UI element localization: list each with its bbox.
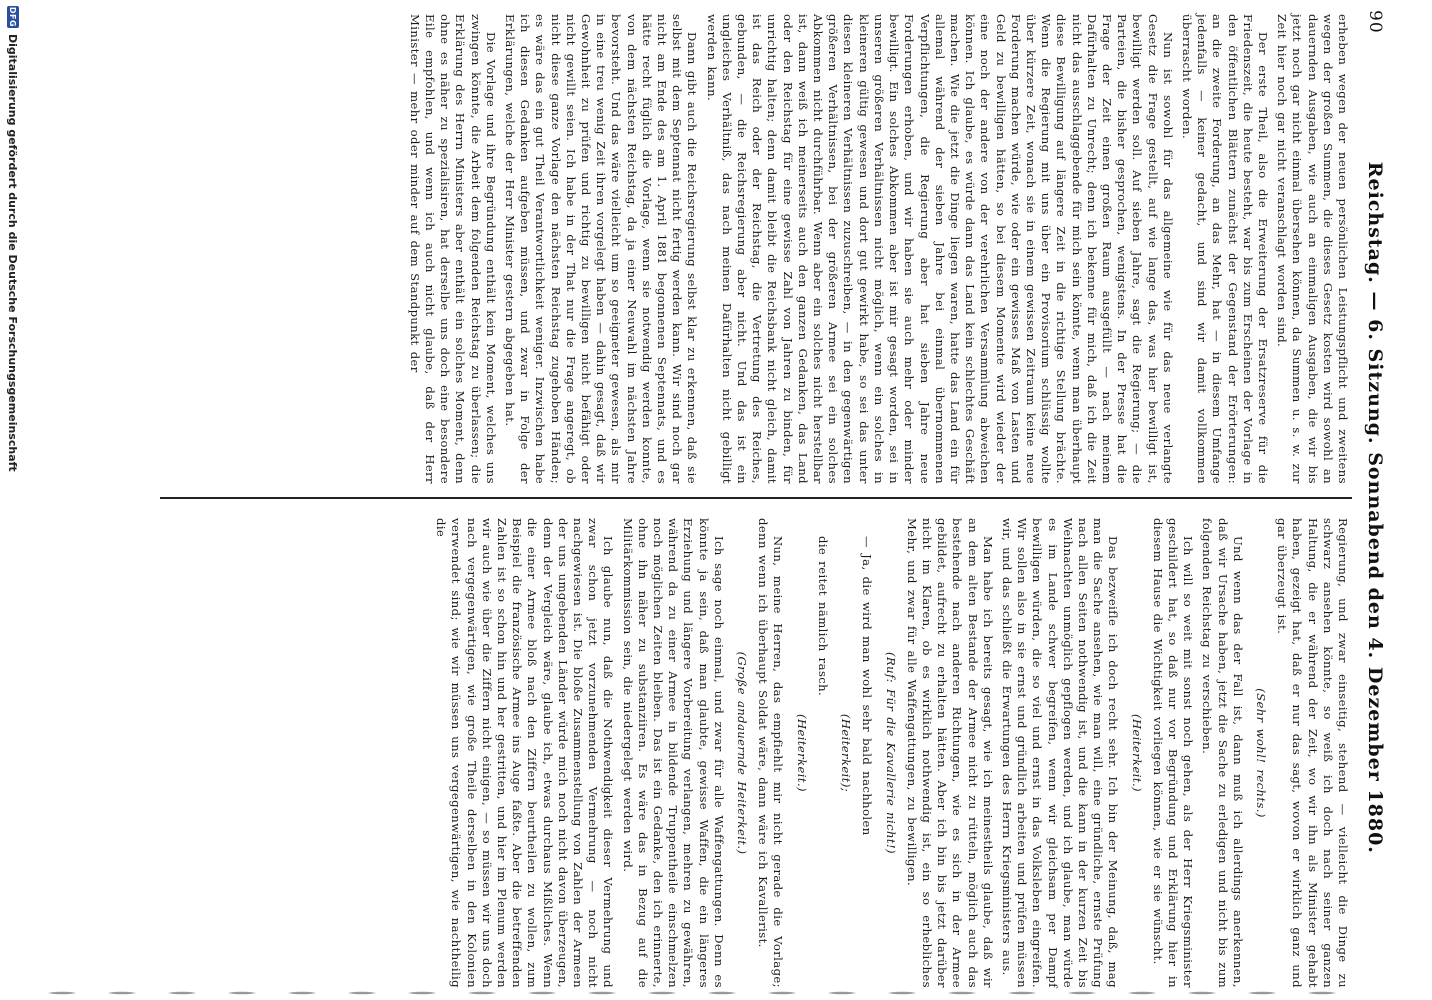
interjection: (Heiterkeit.) (1129, 714, 1144, 792)
paragraph: die reitet nämlich rasch. (815, 536, 830, 697)
interjection: (Große andauernde Heiterkeit.) (735, 651, 750, 855)
paragraph: Dann gibt auch die Reichsregierung selbst klar zu erkennen, daß sie selbst mit dem Septennat nicht fertig werden kann. Wir sind noch gar nicht am Ende des am 1. April 1881 begonnenen Septennats, und es hätte recht füglich die Vorlage, wenn sie notwendig werden konnte, von dem nächsten Reichstag, da ja einer Neuwahl im nächsten Jahre bevorsteht. Und das wäre vielleicht um so geeigneter gewesen, als mir in eine treu wenig Zeit ihren vorgelegt haben — dahin gesagt, daß wir Gewohnheit zu prüfen und richtig zu bewilligen nicht befähigt oder nicht gewillt seien. Ich habe in der That nur die Frage angeregt, ob nicht diese ganze Vorlage den nächsten Reichstag zugehoben Händen; es wäre das ein gut Theil Verantwortlichkeit weniger. Inzwischen habe ich diesen Gedanken aufgeben müssen, und zwar in Folge der Erklärungen, welche der Herr Minister gestern abgegeben hat. (503, 14, 700, 484)
page-number: 90 (1365, 10, 1385, 34)
page-title: Reichstag. — 6. Sitzung. Sonnabend den 4. Dezember 1880. (1364, 161, 1386, 854)
interjection: (Heiterkeit.) (794, 714, 809, 792)
right-column (429, 518, 1350, 988)
paragraph: — Ja, die wird man wohl sehr bald nachholen (860, 536, 875, 836)
interjection: (Sehr wohl! rechts.) (1253, 688, 1268, 818)
paragraph: Der erste Theil, also die Erweiterung der Ersatzreserve für die Friedenszeit, die heute besteht, war bis zum Erscheinen der Vorlage in den öffentlichen Blättern zunächst der Gegenstand der Erörterungen: an die zweite Forderung, an das Mehr, hat — in diesem Umfange jedenfalls — keiner gedacht, und sind wir damit vollkommen überrascht worden. (1179, 14, 1270, 484)
paragraph: Die Vorlage und ihre Begründung enthält kein Moment, welches uns zwingen könnte, die Arbeit dem folgenden Reichstag zu überlassen; die Erklärung des Herrn Ministers aber enthält ein solches Moment, denn ohne es näher zu spezialisiren, hat derselbe uns doch eine besondere Eile empfohlen, und wenn ich auch nicht glaube, daß der Herr Minister — mehr oder minder auf dem Standpunkt der (407, 14, 498, 484)
scan-margin-marks (32, 990, 1352, 996)
paragraph: Nun ist sowohl für das allgemeine wie für das neue verlangte Gesetz die Frage gestellt, auf wie lange das, was hier bewilligt ist, bewilligt werden soll. Auf sieben Jahre, sagt die Regierung; — die Parteien, die bisher gesprochen, wenigstens. In der Presse hat die Frage der Zeit einen großen Raum ausgefüllt — nach meinem Dafürhalten zu Unrecht; denn ich bekenne für mich, daß ich die Zeit nicht das ausschlaggebende für mich sein könnte, wenn man überhaupt diese Bewilligung auf längere Zeit in die richtige Stellung brächte. Wenn die Regierung mit uns über ein Provisorium schlüssig wollte über kürzere Zeit, wonach sie in einem gewissen Zeitraum keine neue Forderung machen würde, wie oder ein gewisses Maß von Lasten und Geld zu bewilligen hätten, so bei diesem Momente wird wieder der eine noch der andere von der verehrlichen Versammlung abweichen können. Ich glaube, es würde dann das Land kein schlechtes Geschäft machen. Wie die jetzt die Dinge liegen waren, hatte das Land ein für allemal während der sieben Jahre bei einmal übernommenen Verpflichtungen, die Regierung aber hat sieben Jahre neue Forderungen erhoben, und wir haben sie auch mehr oder minder bewilligt. Ein solches Abkommen aber ist mir gesagt worden, sei in unseren größeren Verhältnissen nicht möglich, wenn ein solches in kleineren gültig gewesen und dort gut gewirkt habe, so sei das unter diesen kleineren Verhältnissen zuzuschreiben, — in den gegenwärtigen größeren Verhältnissen, bei der größeren Armee sei ein solches Abkommen nicht durchführbar. Wenn aber ein solches nicht herstellbar ist, dann weiß ich meinerseits auch den ganzen Gedanken, das Land oder den Reichstag für eine gewisse Zahl von Jahren zu binden, für unrichtig halten; denn damit bleibt die Reichsbank nicht gleich, damit ist das Reich oder der Reichstag, die Vertretung des Reiches, gebunden, — die Reichsregierung aber nicht. Und das ist ein ungleiches Verhältniß, das nach meinen Dafürhalten nicht gebilligt werden kann. (704, 14, 1175, 484)
paragraph: Man habe ich bereits gesagt, wie ich meinestheils glaube, daß wir an dem alten Bestande der Armee nicht zu rütteln, möglich auch das bestehende nach anderen Richtungen, wie es sich in der Armee gebildet, aufrecht zu erhalten hätten. Aber ich bin bis jetzt darüber nicht im Klaren, ob es wirklich nothwendig ist, ein so erhebliches Mehr, und zwar für alle Waffengattungen, zu bewilligen. (904, 518, 995, 988)
paragraph: Ich glaube nun, daß die Nothwendigkeit dieser Vermehrung und zwar schon jetzt vorzunehmenden Vermehrung — noch nicht nachgewiesen ist. Die bloße Zusammenstellung von Zahlen der Armeen der uns umgebenden Länder würde mich noch nicht davon überzeugen, denn der Vergleich wäre, glaube ich, etwas durchaus Mißliches. Wenn die einer Armee bloß nach den Ziffern beurtheilen zu wollen, zum Beispiel die französische Armee ins Auge faßte. Aber die betreffenden Zahlen ist so schon hin und her gestritten, und hier im Plenum werden wir auch wie über die Ziffern nicht einigen, — so müssen wir uns doch nach vergegenwärtigen, wie große Theile derselben in den Kolonien verwendet sind; wie wir müssen uns vergegenwärtigen, wie nachtheilig die (434, 518, 616, 988)
paragraph: Nun, meine Herren, das empfiehlt mir nicht gerade die Vorlage; denn wenn ich überhaupt Soldat wäre, dann wäre ich Kavallerist. (756, 518, 786, 988)
interjection: (Ruf: Für die Kavallerie nicht!) (883, 652, 898, 854)
left-column (403, 14, 1350, 484)
page-header (1358, 10, 1392, 982)
dfg-logo: DFG (8, 6, 18, 28)
interjection: (Heiterkeit); (839, 713, 854, 793)
paragraph: Regierung, und zwar einseitig, stehend — vielleicht die Dinge zu schwarz ansehen könnte, so weiß ich doch nach seiner ganzen Haltung, die er während der Zeit, wo wir ihn als Minister gehabt haben, gezeigt hat, daß er nur das sagt, wovon er wirklich ganz und gar überzeugt ist. (1275, 518, 1350, 988)
paragraph: erheben wegen der neuen persönlichen Leistungspflicht und zweitens wegen der großen Summen, die dieses Gesetz kosten wird sowohl an dauernden Ausgaben, wie auch an einmaligen Ausgaben, die wir bis jetzt noch gar nicht einmal übersehen können, da Summen u. s. w. zur Zeit hier noch gar nicht veranschlagt worden sind. (1275, 14, 1350, 484)
digitization-footer (4, 0, 22, 1000)
paragraph: Und wenn das der Fall ist, dann muß ich allerdings anerkennen, daß wir Ursache haben, jetzt die Sache zu erledigen und nicht bis zum folgenden Reichstag zu verschieben. (1200, 518, 1245, 988)
paragraph: Ich sage noch einmal, und zwar für alle Waffengattungen. Denn es könnte ja sein, daß man glaubte, gewisse Waffen, die ein längeres Erziehung und längere Vorbereitung verlangen, mehren zu gewähren, während da zu einer Armee in bildende Truppentheile einschmelzen noch möglichen Zeiten bleiben. Das ist ein Gedanke, den ich erinnerte, ohne ihn näher zu substanziiren. Es wäre das in Bezug auf die Militärkommission sein, die niedergelegt werden wird. (620, 518, 726, 988)
digitization-credit: Digitalisierung gefördert durch die Deutsche Forschungsgemeinschaft (6, 34, 20, 472)
column-divider (160, 497, 1352, 499)
paragraph: Das bezweifle ich doch recht sehr. Ich bin der Meinung, daß, mag man die Sache ansehen, wie man will, eine gründliche, ernste Prüfung nach allen Seiten nothwendig ist, und die kann in der kurzen Zeit bis Weihnachten unmöglich gepflogen werden, und ich glaube, man würde es im Lande schwer begreifen, wenn wir gleichsam per Dampf bewilligen würden, die so viel und ernst in das Volksleben eingreifen. Wir sollen also in sie ernst und gründlich arbeiten und prüfen müssen wir, und das schließt die Erwartungen des Herrn Kriegsministers aus. (999, 518, 1121, 988)
paragraph: Ich will so weit mit sonst noch gehen, als der Herr Kriegsminister geschildert hat, so daß nur vor Begründung und Erklärung hier in diesem Hause die Wichtigkeit vorliegen können, wie er sie wünscht. (1150, 518, 1196, 988)
